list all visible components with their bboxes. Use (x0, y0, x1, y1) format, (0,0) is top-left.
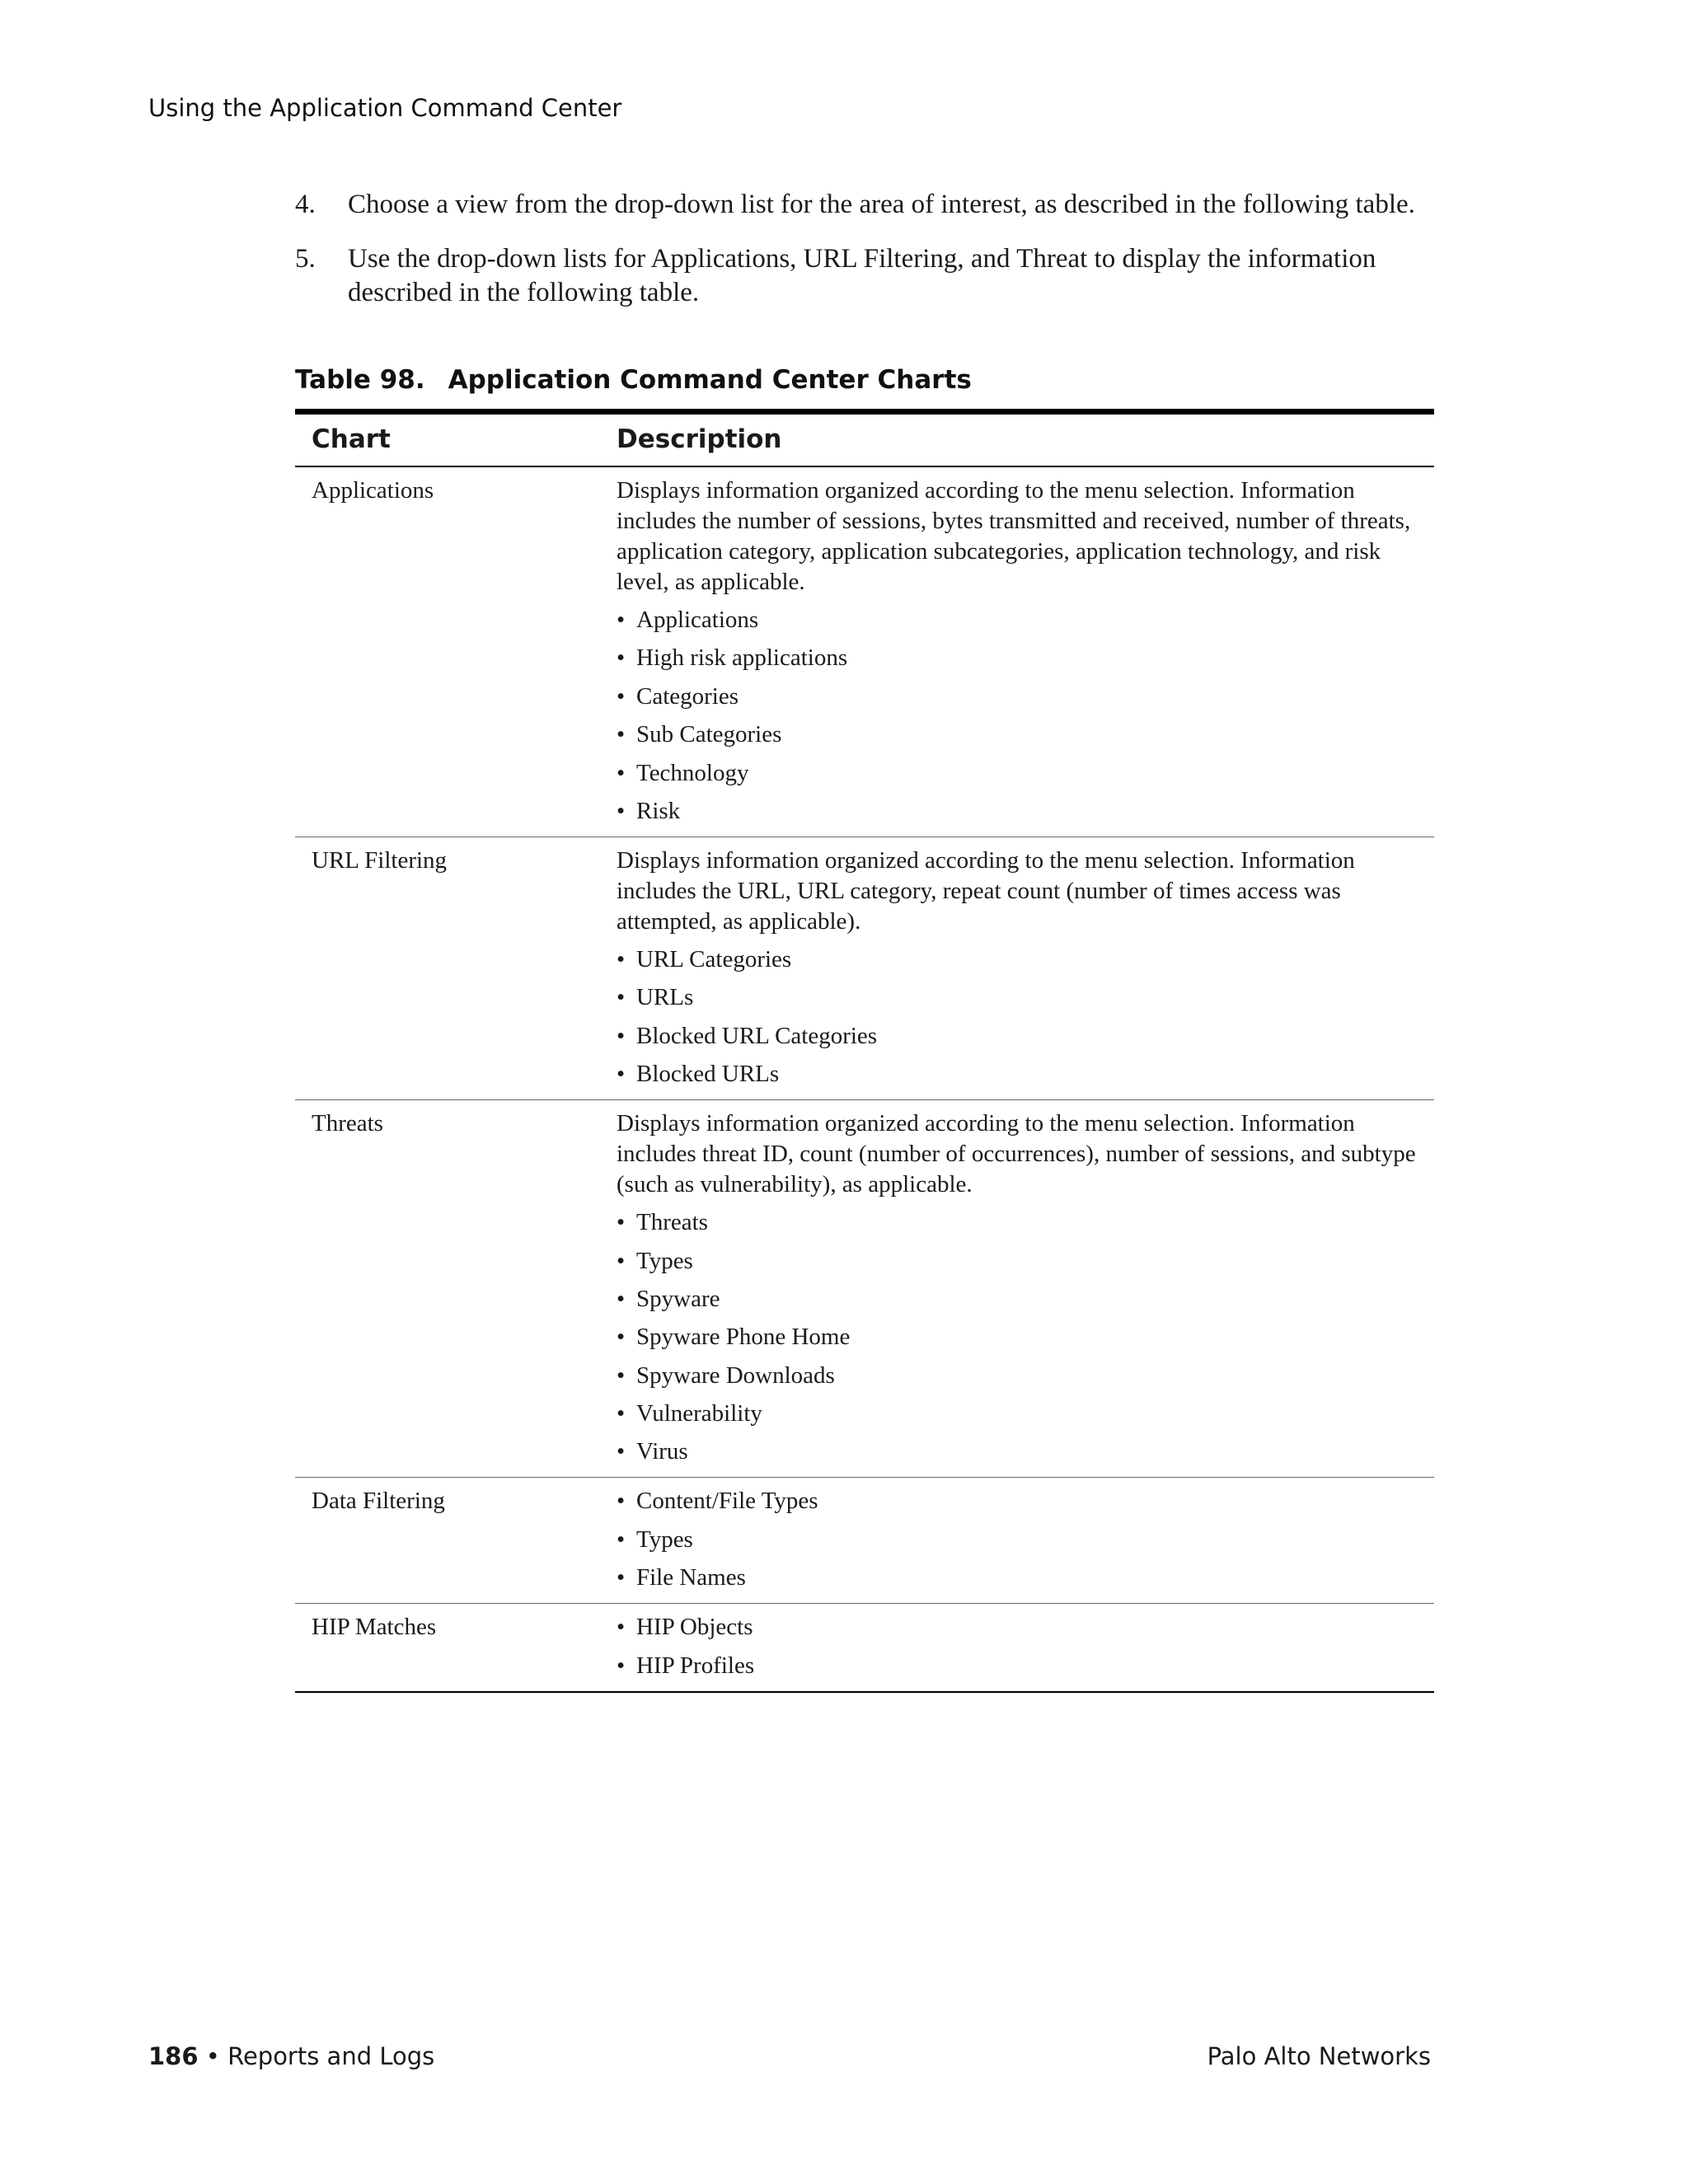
step-list (295, 188, 1449, 330)
menu-option-item: • Types (617, 1525, 1418, 1555)
chart-name-cell: Applications (295, 466, 600, 837)
description-cell (600, 1100, 1434, 1478)
running-header: Using the Application Command Center (148, 94, 622, 122)
step-number: 4. (295, 190, 316, 219)
menu-option-item: • URLs (617, 982, 1418, 1013)
column-header-description: Description (600, 412, 1434, 467)
description-cell (600, 466, 1434, 837)
table-row (295, 1604, 1434, 1692)
description-text: Displays information organized according to the menu selection. Information includes the URL, URL category, repeat count (number of times access was attempted, as applicable). (617, 846, 1355, 935)
chart-name-cell: HIP Matches (312, 1614, 437, 1641)
table-caption (295, 365, 972, 395)
menu-option-item: • Spyware Phone Home (617, 1322, 1418, 1352)
footer-company: Palo Alto Networks (1207, 2042, 1431, 2070)
menu-option-item: • Technology (617, 758, 1418, 789)
table-header-row (295, 412, 1434, 467)
menu-option-item: • HIP Profiles (617, 1651, 1418, 1681)
step-number: 5. (295, 244, 316, 274)
menu-option-item: • Categories (617, 682, 1418, 712)
page-number: 186 (148, 2042, 199, 2070)
table-row (295, 837, 1434, 1099)
column-header-chart: Chart (295, 412, 600, 467)
menu-option-item: • File Names (617, 1563, 1418, 1593)
charts-table (295, 409, 1434, 1693)
menu-option-item: • URL Categories (617, 944, 1418, 975)
menu-option-item: • Vulnerability (617, 1399, 1418, 1429)
table-row (295, 1478, 1434, 1604)
menu-option-list (617, 1612, 1418, 1680)
chart-name-cell: Threats (295, 1100, 600, 1478)
menu-option-item: • Threats (617, 1207, 1418, 1238)
menu-option-item: • Blocked URL Categories (617, 1021, 1418, 1052)
description-cell (600, 1604, 1434, 1692)
description-text: Displays information organized according to the menu selection. Information includes threat ID, count (number of occurrences), number of sessions, and subtype (such as vulnerability), as applicable. (617, 1110, 1416, 1198)
menu-option-list (617, 1486, 1418, 1593)
description-cell (600, 1478, 1434, 1604)
description-cell (600, 837, 1434, 1099)
table-row (295, 466, 1434, 837)
step-item (295, 242, 1449, 310)
step-text: Use the drop-down lists for Applications, URL Filtering, and Threat to display the information described in the following table. (348, 244, 1376, 307)
menu-option-item: • Types (617, 1246, 1418, 1277)
menu-option-item: • HIP Objects (617, 1612, 1418, 1643)
menu-option-item: • Virus (617, 1436, 1418, 1467)
step-text: Choose a view from the drop-down list for the area of interest, as described in the following table. (348, 190, 1415, 219)
chart-name-cell: Data Filtering (295, 1478, 600, 1604)
menu-option-list (617, 944, 1418, 1090)
table-caption-label: Table 98. (295, 365, 425, 395)
footer-section: Reports and Logs (227, 2042, 435, 2070)
menu-option-list (617, 1207, 1418, 1467)
menu-option-list (617, 605, 1418, 827)
table-row (295, 1100, 1434, 1478)
menu-option-item: • Applications (617, 605, 1418, 635)
table-body (295, 466, 1434, 1692)
description-text: Displays information organized according to the menu selection. Information includes the number of sessions, bytes transmitted and received, number of threats, application category, application subcategories, application technology, and risk level, as applicable. (617, 477, 1411, 595)
chart-name-cell: URL Filtering (295, 837, 600, 1099)
menu-option-item: • Content/File Types (617, 1486, 1418, 1516)
menu-option-item: • Spyware (617, 1284, 1418, 1315)
menu-option-item: • Spyware Downloads (617, 1361, 1418, 1391)
footer-separator: • (198, 2042, 228, 2070)
step-item (295, 188, 1449, 222)
footer-page-info (148, 2042, 434, 2070)
table-caption-title: Application Command Center Charts (448, 365, 972, 395)
menu-option-item: • Blocked URLs (617, 1059, 1418, 1090)
menu-option-item: • Risk (617, 796, 1418, 827)
menu-option-item: • High risk applications (617, 643, 1418, 673)
menu-option-item: • Sub Categories (617, 719, 1418, 750)
